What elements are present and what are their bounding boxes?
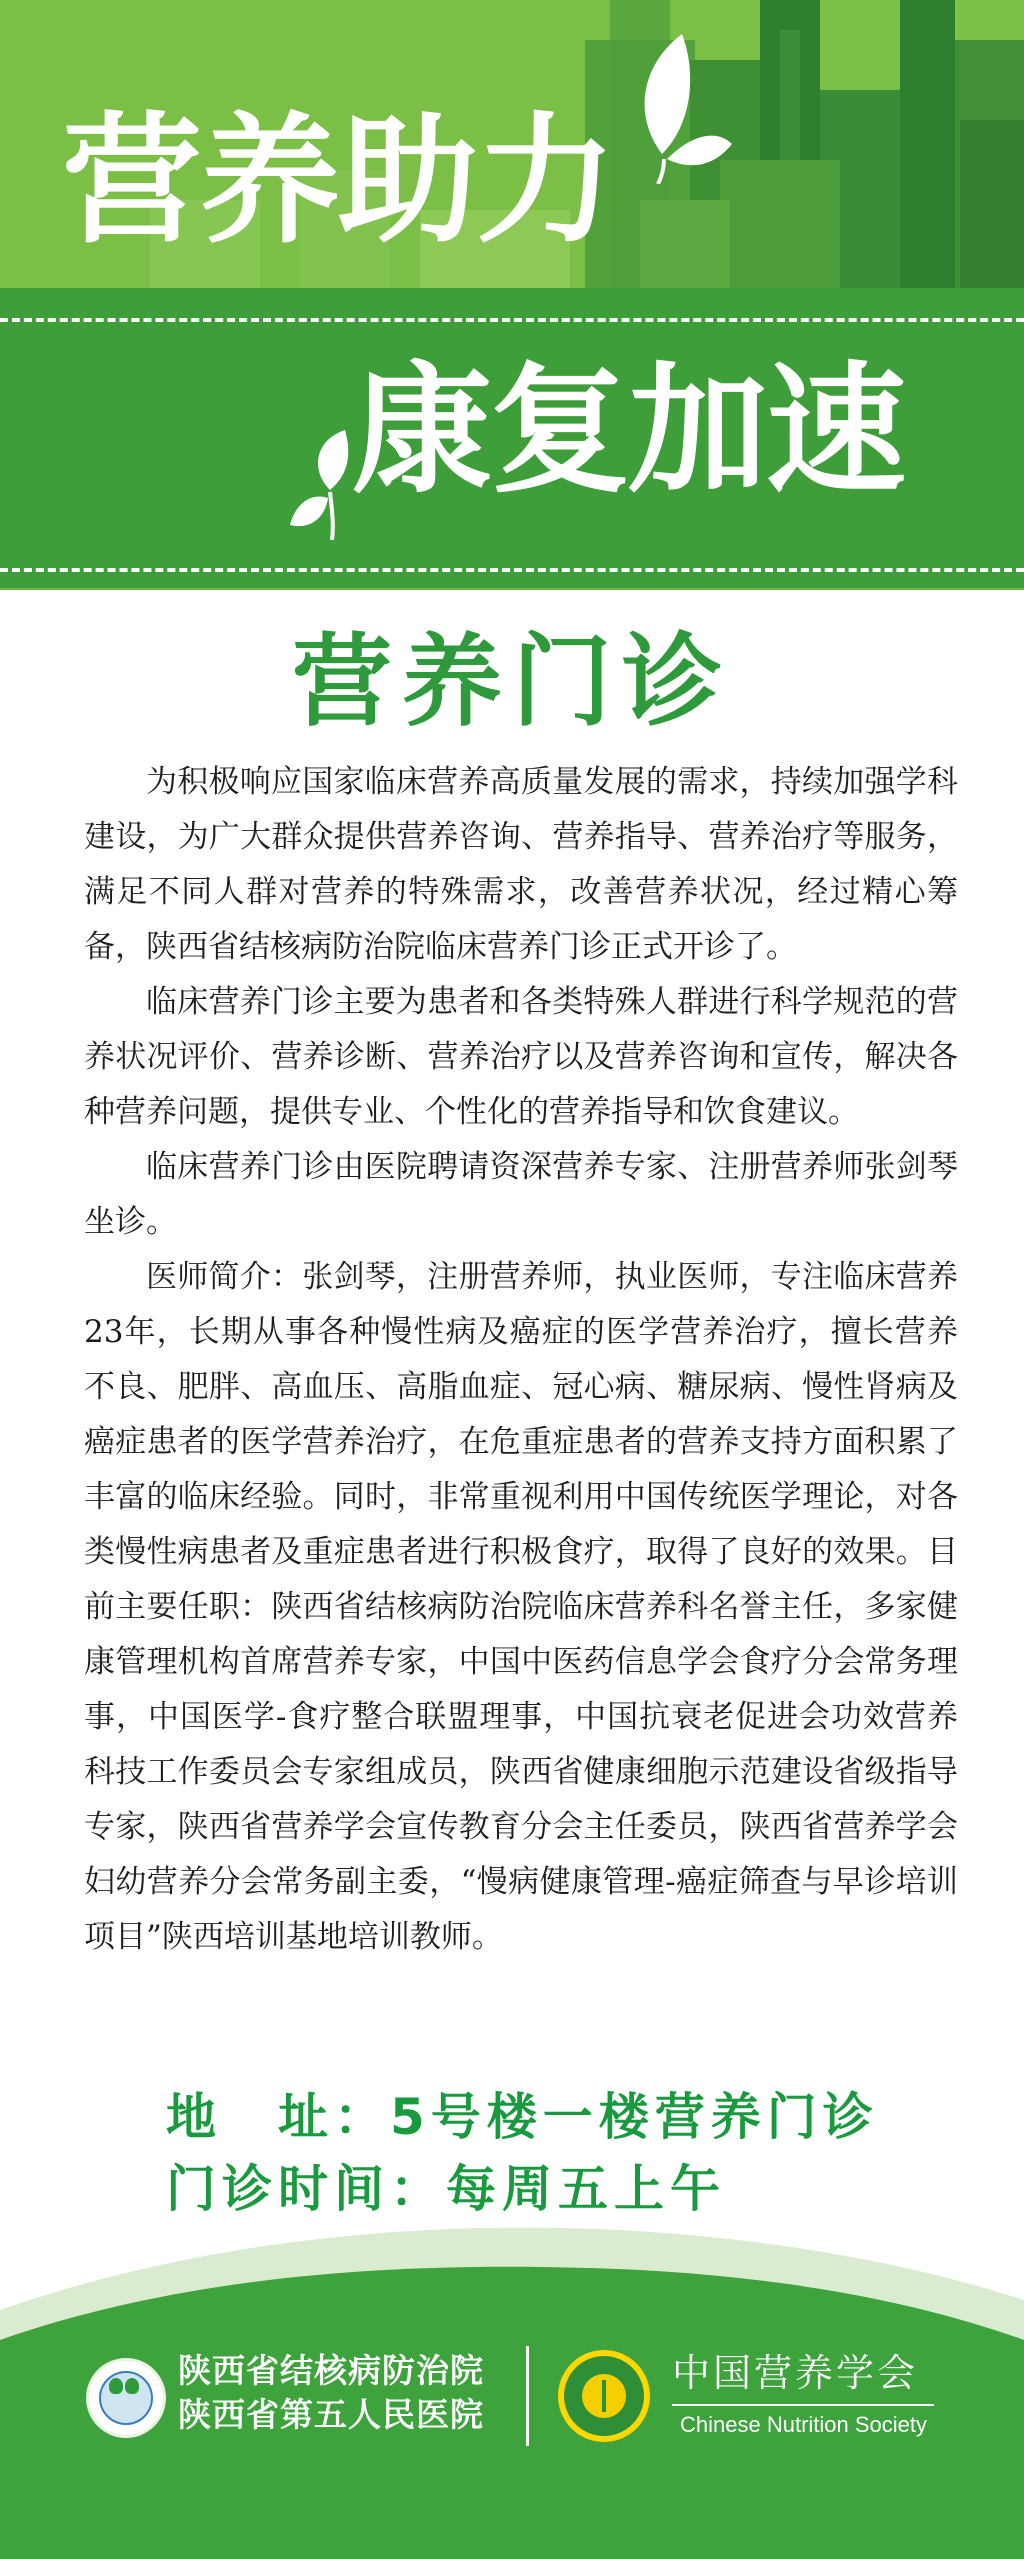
society-underline (672, 2404, 934, 2406)
header (0, 0, 1024, 590)
logo-ring (564, 2356, 644, 2436)
paragraph: 为积极响应国家临床营养高质量发展的需求，持续加强学科建设，为广大群众提供营养咨询、营养指导、营养治疗等服务，满足不同人群对营养的特殊需求，改善营养状况，经过精心筹备，陕西省结核病防治院临床营养门诊正式开诊了。 (84, 764, 958, 965)
leaf-icon (290, 430, 360, 540)
paragraph: 临床营养门诊由医院聘请资深营养专家、注册营养师张剑琴坐诊。 (84, 1149, 958, 1240)
lung-right (125, 2378, 139, 2394)
page-title: 营养门诊 (292, 622, 732, 740)
leaf-icon (622, 34, 732, 184)
society-name-en: Chinese Nutrition Society (680, 2412, 928, 2437)
paragraph: 临床营养门诊主要为患者和各类特殊人群进行科学规范的营养状况评价、营养诊断、营养治疗以及营养咨询和宣传，解决各种营养问题，提供专业、个性化的营养指导和饮食建议。 (84, 984, 958, 1130)
lung-left (109, 2378, 123, 2394)
slogan-line-1: 营养助力 (62, 100, 615, 263)
paragraph: 医师简介：张剑琴，注册营养师，执业医师，专注临床营养23年，长期从事各种慢性病及癌症的医学营养治疗，擅长营养不良、肥胖、高血压、高脂血症、冠心病、糖尿病、慢性肾病及癌症患者的医学营养治疗，在危重症患者的营养支持方面积累了丰富的临床经验。同时，非常重视利用中国传统医学理论，对各类慢性病患者及重症患者进行积极食疗，取得了良好的效果。目前主要任职：陕西省结核病防治院临床营养科名誉主任，多家健康管理机构首席营养专家，中国中医药信息学会食疗分会常务理事，中国医学-食疗整合联盟理事，中国抗衰老促进会功效营养科技工作委员会专家组成员，陕西省健康细胞示范建设省级指导专家，陕西省营养学会宣传教育分会主任委员，陕西省营养学会妇幼营养分会常务副主委，“慢病健康管理-癌症筛查与早诊培训项目”陕西培训基地培训教师。 (84, 1259, 958, 1955)
footer-divider (526, 2346, 529, 2446)
hospital-name: 陕西省结核病防治院 (178, 2351, 484, 2390)
slogan-line-2: 康复加速 (352, 350, 905, 513)
logo-center (582, 2374, 626, 2418)
dashed-divider (0, 318, 1024, 322)
address-text: 地 址：5号楼一楼营养门诊 (166, 2088, 879, 2146)
clinic-hours-text: 门诊时间：每周五上午 (166, 2160, 726, 2218)
article-body (84, 755, 958, 1965)
lung-emblem (99, 2371, 153, 2425)
dashed-divider (0, 568, 1024, 572)
hospital-logo-icon (86, 2358, 166, 2438)
society-name-cn: 中国营养学会 (672, 2351, 919, 2395)
hospital-name: 陕西省第五人民医院 (178, 2395, 484, 2434)
wheat-icon (602, 2380, 606, 2412)
nutrition-society-logo-icon (558, 2350, 650, 2442)
